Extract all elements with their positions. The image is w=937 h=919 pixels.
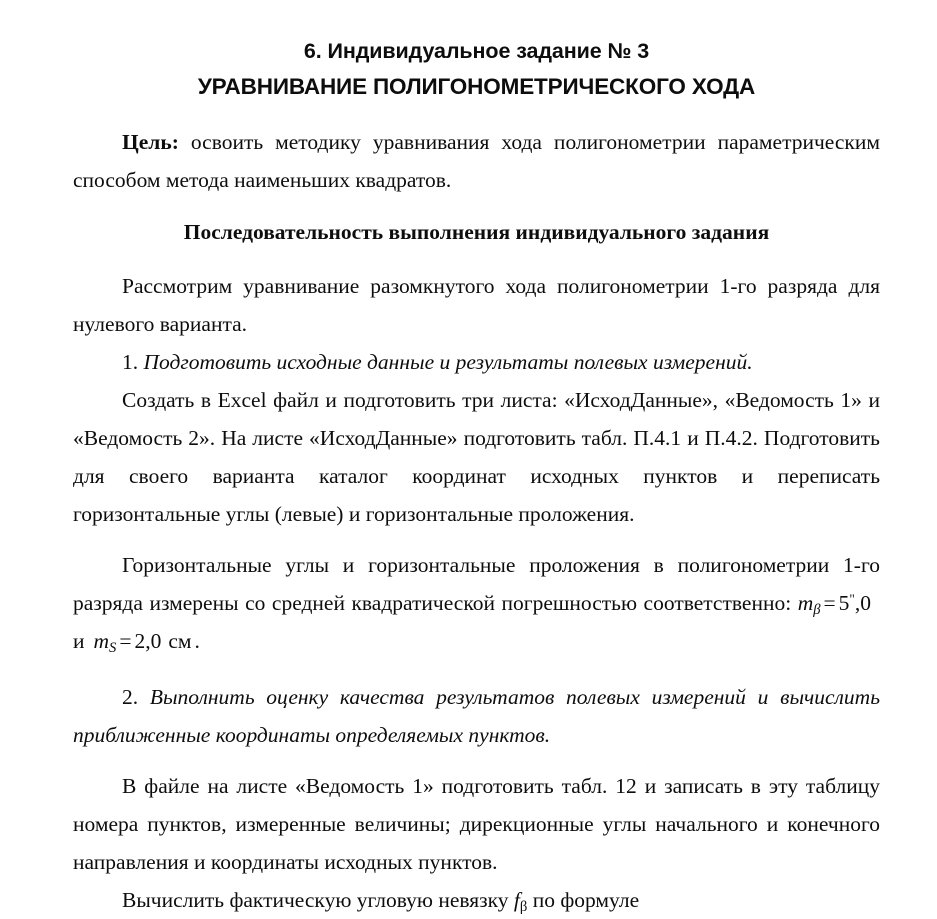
- measurement-precision-paragraph: [73, 546, 880, 660]
- task-item-2-text: Выполнить оценку качества результатов полевых измерений и вычислить приближенные координаты определяемых пунктов.: [73, 685, 880, 748]
- formula-m-s-unit: см: [168, 629, 192, 654]
- excel-instructions-paragraph: Создать в Excel файл и подготовить три листа: «ИсходДанные», «Ведомость 1» и «Ведомость 2». На листе «ИсходДанные» подготовить табл. П.4.1 и П.4.2. Подготовить для своего варианта каталог координат исходных пунктов и переписать горизонтальные углы (левые) и горизонтальные проложения.: [73, 388, 880, 527]
- page-title-line-1: 6. Индивидуальное задание № 3: [303, 39, 650, 63]
- formula-m-beta-value-int: 5: [838, 591, 850, 616]
- formula-conjunction: и: [73, 629, 85, 654]
- formula-m-s: [93, 629, 200, 657]
- angular-misclosure-tail: по формуле: [527, 888, 640, 913]
- page-content: [73, 0, 880, 919]
- formula-m-s-period: .: [194, 629, 200, 654]
- section-subheading: Последовательность выполнения индивидуального задания: [183, 220, 770, 245]
- formula-m-beta-prime: ": [849, 591, 855, 607]
- goal-text: освоить методику уравнивания хода полигонометрии параметрическим способом метода наименьших квадратов.: [73, 130, 880, 193]
- formula-m-s-equals: =: [119, 629, 132, 654]
- formula-m-beta-value-frac: ,0: [854, 591, 871, 616]
- page-title-line-2: УРАВНИВАНИЕ ПОЛИГОНОМЕТРИЧЕСКОГО ХОДА: [197, 73, 756, 99]
- goal-paragraph: [73, 123, 880, 199]
- formula-m-s-value: 2,0: [134, 629, 162, 654]
- task-item-2: [73, 678, 880, 754]
- formula-m-beta-subscript: β: [813, 602, 821, 619]
- measurement-precision-text: Горизонтальные углы и горизонтальные проложения в полигонометрии 1-го разряда измерены со средней квадратической погрешностью соответственно:: [73, 553, 880, 616]
- intro-paragraph: Рассмотрим уравнивание разомкнутого хода полигонометрии 1-го разряда для нулевого варианта.: [73, 274, 880, 337]
- task-item-1-text: Подготовить исходные данные и результаты полевых измерений.: [138, 350, 753, 375]
- formula-m-s-subscript: S: [109, 640, 117, 657]
- task-item-2-number: 2.: [122, 685, 139, 710]
- task-item-1-number: 1.: [122, 350, 139, 375]
- formula-f-beta: [513, 888, 528, 916]
- angular-misclosure-lead: Вычислить фактическую угловую невязку: [122, 888, 514, 913]
- vedomost-instructions-paragraph: В файле на листе «Ведомость 1» подготовить табл. 12 и записать в эту таблицу номера пунктов, измеренные величины; дирекционные углы начального и конечного направления и координаты исходных пунктов.: [73, 774, 880, 875]
- formula-m-s-variable: m: [93, 629, 110, 654]
- formula-f-beta-subscript: β: [519, 899, 528, 916]
- task-item-1: [73, 343, 880, 381]
- goal-label: Цель:: [122, 130, 179, 155]
- formula-m-beta-variable: m: [797, 591, 814, 616]
- formula-m-beta-equals: =: [823, 591, 836, 616]
- formula-f-beta-variable: f: [513, 888, 520, 913]
- document-title-block: [73, 38, 880, 101]
- formula-m-beta: [797, 591, 871, 619]
- angular-misclosure-paragraph: [73, 881, 880, 919]
